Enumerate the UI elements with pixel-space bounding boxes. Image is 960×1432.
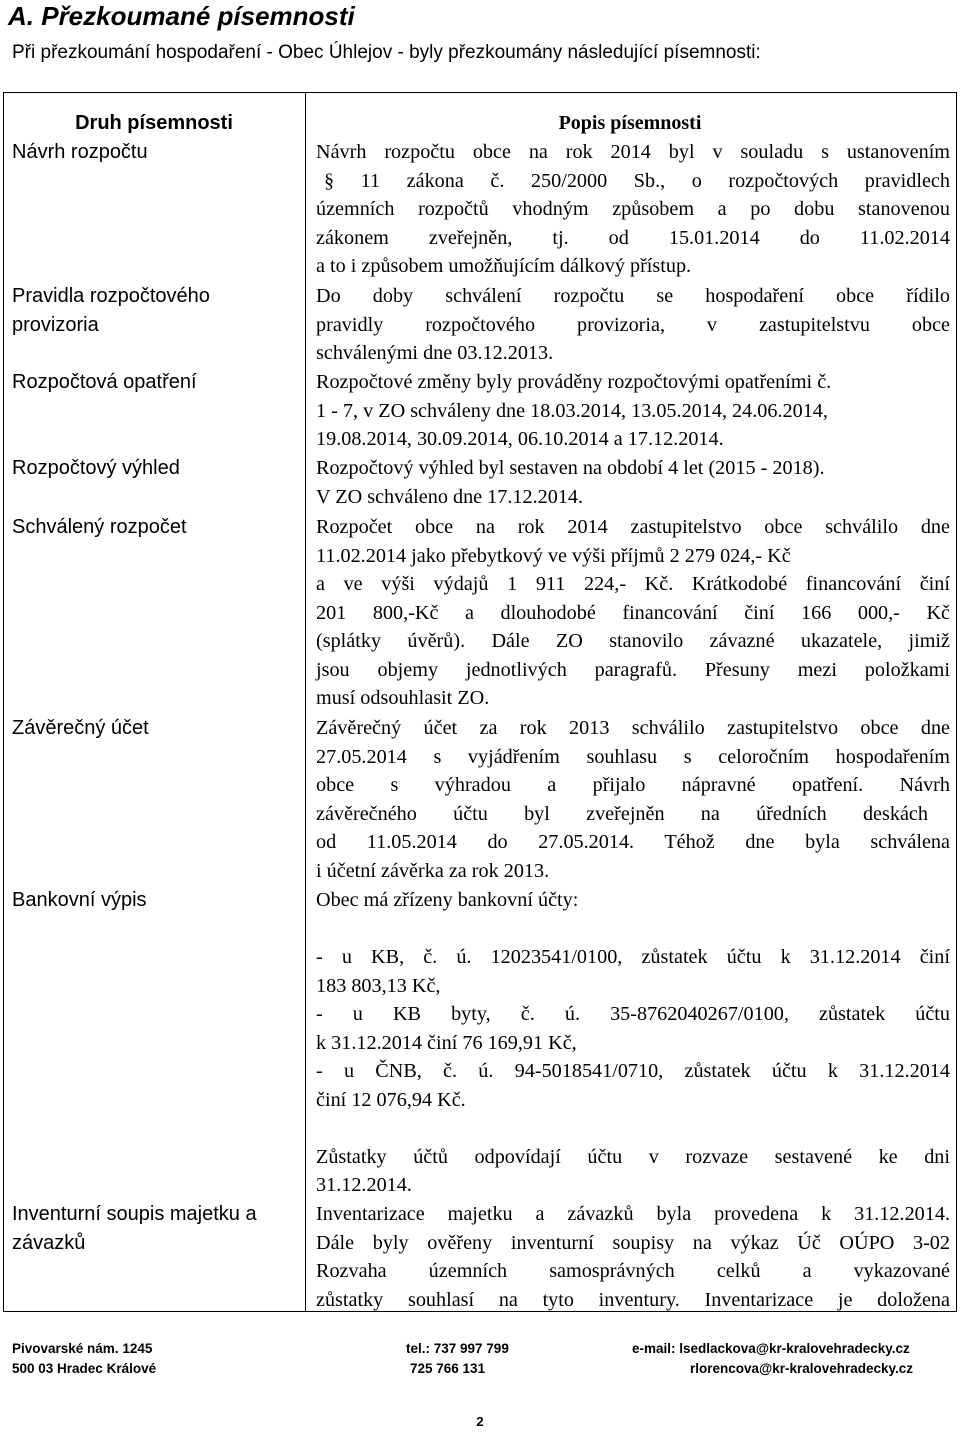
footer-email xyxy=(632,1339,913,1379)
row-description-schvaleny-rozpocet xyxy=(316,513,950,713)
row-kind-bankovni-vypis: Bankovní výpis xyxy=(12,889,147,911)
description-line: zákonem zveřejněn, tj. od 15.01.2014 do 11.02.2014 xyxy=(316,226,950,249)
footer-phone xyxy=(406,1339,509,1379)
description-line: 27.05.2014 s vyjádřením souhlasu s celoročním hospodařením xyxy=(316,745,950,768)
section-intro: Při přezkoumání hospodaření - Obec Úhlejov - byly přezkoumány následující písemnosti: xyxy=(12,42,761,63)
description-line: 11.02.2014 jako přebytkový ve výši příjmů 2 279 024,- Kč xyxy=(316,544,791,567)
page-footer xyxy=(0,1339,960,1383)
description-line: Dále byly ověřeny inventurní soupisy na výkaz Úč OÚPO 3-02 xyxy=(316,1231,950,1254)
row-description-zaverecny-ucet xyxy=(316,714,950,885)
row-description-inventurni-soupis xyxy=(316,1200,950,1314)
description-line: a ve výši výdajů 1 911 224,- Kč. Krátkodobé financování činí xyxy=(316,573,950,595)
description-line: musí odsouhlasit ZO. xyxy=(316,687,490,709)
description-line: - u ČNB, č. ú. 94-5018541/0710, zůstatek účtu k 31.12.2014 xyxy=(316,1060,950,1082)
row-kind-zaverecny-ucet: Závěrečný účet xyxy=(12,717,149,739)
description-line: Rozpočtové změny byly prováděny rozpočtovými opatřeními č. xyxy=(316,371,832,393)
footer-email-link[interactable]: rlorencova@kr-kralovehradecky.cz xyxy=(690,1361,914,1376)
description-line: Závěrečný účet za rok 2013 schválilo zastupitelstvo obce dne xyxy=(316,717,950,739)
description-line: Návrh rozpočtu obce na rok 2014 byl v souladu s ustanovením xyxy=(316,141,950,163)
description-line: (splátky úvěrů). Dále ZO stanovilo závazné ukazatele, jimiž xyxy=(316,630,950,652)
row-kind-inventurni-soupis: Inventurní soupis majetku a závazků xyxy=(12,1203,257,1254)
description-line: Rozpočet obce na rok 2014 zastupitelstvo obce schválilo dne xyxy=(316,516,950,538)
description-line: § 11 zákona č. 250/2000 Sb., o rozpočtových pravidlech xyxy=(324,169,950,192)
footer-email-link[interactable]: e-mail: lsedlackova@kr-kralovehradecky.cz xyxy=(632,1341,910,1356)
section-title: A. Přezkoumané písemnosti xyxy=(8,1,355,31)
description-line: 19.08.2014, 30.09.2014, 06.10.2014 a 17.12.2014. xyxy=(316,428,724,450)
description-line: pravidly rozpočtového provizoria, v zastupitelstvu obce xyxy=(316,313,950,336)
description-line: - u KB, č. ú. 12023541/0100, zůstatek účtu k 31.12.2014 činí xyxy=(316,946,950,968)
page-number: 2 xyxy=(476,1414,484,1429)
description-line: - u KB byty, č. ú. 35-8762040267/0100, zůstatek účtu xyxy=(316,1003,950,1025)
column-header-kind: Druh písemnosti xyxy=(75,112,233,134)
description-line: od 11.05.2014 do 27.05.2014. Téhož dne byla schválena xyxy=(316,831,950,853)
description-line: Do doby schválení rozpočtu se hospodaření obce řídilo xyxy=(316,285,950,307)
footer-phone-line: 725 766 131 xyxy=(410,1361,486,1376)
description-line: Rozvaha územních samosprávných celků a vykazované xyxy=(316,1260,950,1282)
description-spacer xyxy=(316,1114,950,1143)
description-line: územních rozpočtů vhodným způsobem a po dobu stanovenou xyxy=(316,198,950,220)
description-line: k 31.12.2014 činí 76 169,91 Kč, xyxy=(316,1031,577,1054)
column-divider xyxy=(305,93,306,1311)
row-kind-schvaleny-rozpocet: Schválený rozpočet xyxy=(12,516,187,538)
description-line: a to i způsobem umožňujícím dálkový přístup. xyxy=(316,255,692,277)
description-line: činí 12 076,94 Kč. xyxy=(316,1088,466,1111)
description-line: obce s výhradou a přijalo nápravné opatření. Návrh xyxy=(316,774,950,796)
description-spacer xyxy=(316,915,950,944)
description-line: Obec má zřízeny bankovní účty: xyxy=(316,889,579,911)
row-kind-rozpoctova-opatreni: Rozpočtová opatření xyxy=(12,371,197,393)
description-line: schválenými dne 03.12.2013. xyxy=(316,342,554,364)
description-line: Zůstatky účtů odpovídají účtu v rozvaze sestavené ke dni xyxy=(316,1145,950,1168)
footer-address-line: Pivovarské nám. 1245 xyxy=(12,1341,153,1356)
description-line: jsou objemy jednotlivých paragrafů. Přesuny mezi položkami xyxy=(316,658,950,681)
row-description-rozpoctova-opatreni xyxy=(316,368,950,454)
footer-address xyxy=(12,1339,156,1379)
row-kind-navrh-rozpoctu: Návrh rozpočtu xyxy=(12,141,148,163)
row-description-rozpoctovy-vyhled xyxy=(316,454,950,511)
description-line: Inventarizace majetku a závazků byla provedena k 31.12.2014. xyxy=(316,1203,950,1225)
description-line: závěrečného účtu byl zveřejněn na úředních deskách xyxy=(316,802,928,825)
description-line: 31.12.2014. xyxy=(316,1174,412,1196)
description-line: i účetní závěrka za rok 2013. xyxy=(316,859,550,882)
row-description-navrh-rozpoctu xyxy=(316,138,950,281)
footer-address-line: 500 03 Hradec Králové xyxy=(12,1361,157,1376)
description-line: 201 800,-Kč a dlouhodobé financování činí 166 000,- Kč xyxy=(316,601,950,624)
footer-phone-line: tel.: 737 997 799 xyxy=(406,1341,509,1356)
row-description-bankovni-vypis xyxy=(316,886,950,1200)
column-header-description: Popis písemnosti xyxy=(558,112,702,134)
description-line: 1 - 7, v ZO schváleny dne 18.03.2014, 13.05.2014, 24.06.2014, xyxy=(316,399,828,422)
description-line: 183 803,13 Kč, xyxy=(316,974,441,997)
row-kind-pravidla-provizoria: Pravidla rozpočtového provizoria xyxy=(12,285,210,336)
description-line: Rozpočtový výhled byl sestaven na období 4 let (2015 - 2018). xyxy=(316,457,825,479)
description-line: zůstatky souhlasí na tyto inventury. Inventarizace je doložena xyxy=(316,1288,950,1311)
row-description-pravidla-provizoria xyxy=(316,282,950,368)
row-kind-rozpoctovy-vyhled: Rozpočtový výhled xyxy=(12,457,180,479)
description-line: V ZO schváleno dne 17.12.2014. xyxy=(316,485,584,508)
